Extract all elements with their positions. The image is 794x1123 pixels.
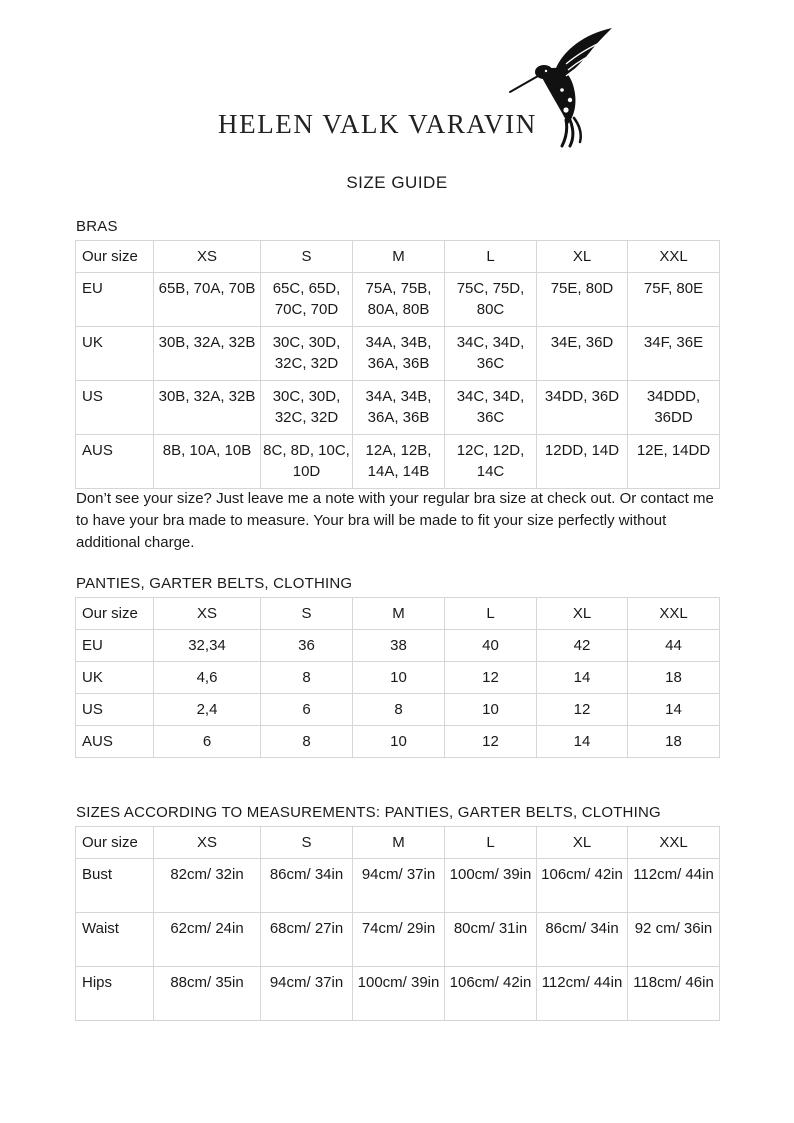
header-cell: XL [537, 241, 628, 273]
table-cell: 106cm/ 42in [537, 859, 628, 913]
header-cell: XXL [628, 827, 720, 859]
table-cell: 12 [537, 694, 628, 726]
table-cell: 36 [261, 630, 353, 662]
table-cell: 34E, 36D [537, 327, 628, 381]
table-cell: 118cm/ 46in [628, 967, 720, 1021]
table-cell: 2,4 [154, 694, 261, 726]
table-cell: 75F, 80E [628, 273, 720, 327]
table-cell: 18 [628, 726, 720, 758]
header-cell: S [261, 827, 353, 859]
table-cell: 10 [353, 662, 445, 694]
table-cell: 65C, 65D, 70C, 70D [261, 273, 353, 327]
table-cell: 30C, 30D, 32C, 32D [261, 327, 353, 381]
header-cell: Our size [76, 598, 154, 630]
table-cell: 80cm/ 31in [445, 913, 537, 967]
table-row [76, 913, 720, 967]
table-cell: 68cm/ 27in [261, 913, 353, 967]
row-label: UK [76, 662, 154, 694]
table-cell: 32,34 [154, 630, 261, 662]
header-cell: Our size [76, 827, 154, 859]
row-label: EU [76, 630, 154, 662]
page-title: SIZE GUIDE [346, 173, 448, 192]
panties-table [75, 597, 720, 758]
table-cell: 94cm/ 37in [261, 967, 353, 1021]
table-cell: 14 [628, 694, 720, 726]
table-cell: 92 cm/ 36in [628, 913, 720, 967]
table-cell: 40 [445, 630, 537, 662]
table-cell: 12A, 12B, 14A, 14B [353, 435, 445, 489]
table-row [76, 598, 720, 630]
header-cell: XL [537, 827, 628, 859]
table-cell: 100cm/ 39in [353, 967, 445, 1021]
table-cell: 100cm/ 39in [445, 859, 537, 913]
table-cell: 14 [537, 726, 628, 758]
table-cell: 6 [154, 726, 261, 758]
table-cell: 12DD, 14D [537, 435, 628, 489]
table-cell: 34C, 34D, 36C [445, 381, 537, 435]
measurements-table [75, 826, 720, 1021]
table-row [76, 327, 720, 381]
table-row [76, 967, 720, 1021]
table-cell: 86cm/ 34in [537, 913, 628, 967]
table-cell: 106cm/ 42in [445, 967, 537, 1021]
table-cell: 4,6 [154, 662, 261, 694]
table-cell: 38 [353, 630, 445, 662]
table-row [76, 435, 720, 489]
table-row [76, 827, 720, 859]
table-cell: 8B, 10A, 10B [154, 435, 261, 489]
table-row [76, 241, 720, 273]
table-cell: 34F, 36E [628, 327, 720, 381]
table-cell: 30B, 32A, 32B [154, 327, 261, 381]
table-row [76, 273, 720, 327]
table-cell: 42 [537, 630, 628, 662]
row-label: EU [76, 273, 154, 327]
table-cell: 75E, 80D [537, 273, 628, 327]
row-label: Bust [76, 859, 154, 913]
header-cell: XXL [628, 241, 720, 273]
header-cell: S [261, 598, 353, 630]
table-cell: 62cm/ 24in [154, 913, 261, 967]
panties-heading: PANTIES, GARTER BELTS, CLOTHING [76, 575, 353, 592]
header-cell: S [261, 241, 353, 273]
table-cell: 82cm/ 32in [154, 859, 261, 913]
row-label: US [76, 694, 154, 726]
table-cell: 12 [445, 726, 537, 758]
table-cell: 8 [353, 694, 445, 726]
table-cell: 65B, 70A, 70B [154, 273, 261, 327]
table-cell: 14 [537, 662, 628, 694]
table-cell: 75A, 75B, 80A, 80B [353, 273, 445, 327]
header-cell: L [445, 827, 537, 859]
brand-name: HELEN VALK VARAVIN [218, 109, 537, 139]
row-label: Waist [76, 913, 154, 967]
table-cell: 18 [628, 662, 720, 694]
table-cell: 8 [261, 662, 353, 694]
bra-size-note: Don’t see your size? Just leave me a note with your regular bra size at check out. Or contact me to have your bra made to measure. Your bra will be made to fit your size perfectly without additional charge. [76, 490, 714, 551]
measurements-heading: SIZES ACCORDING TO MEASUREMENTS: PANTIES, GARTER BELTS, CLOTHING [76, 804, 661, 821]
header-cell: L [445, 598, 537, 630]
header-cell: M [353, 598, 445, 630]
table-row [76, 726, 720, 758]
table-cell: 12 [445, 662, 537, 694]
table-cell: 8 [261, 726, 353, 758]
table-cell: 34DD, 36D [537, 381, 628, 435]
table-cell: 30B, 32A, 32B [154, 381, 261, 435]
table-cell: 94cm/ 37in [353, 859, 445, 913]
table-row [76, 694, 720, 726]
row-label: US [76, 381, 154, 435]
table-cell: 44 [628, 630, 720, 662]
table-cell: 34A, 34B, 36A, 36B [353, 381, 445, 435]
table-cell: 6 [261, 694, 353, 726]
table-cell: 34A, 34B, 36A, 36B [353, 327, 445, 381]
table-cell: 112cm/ 44in [537, 967, 628, 1021]
header-cell: XL [537, 598, 628, 630]
table-row [76, 630, 720, 662]
table-cell: 74cm/ 29in [353, 913, 445, 967]
table-cell: 10 [353, 726, 445, 758]
table-row [76, 859, 720, 913]
table-cell: 34C, 34D, 36C [445, 327, 537, 381]
row-label: UK [76, 327, 154, 381]
table-cell: 30C, 30D, 32C, 32D [261, 381, 353, 435]
brand-header [0, 0, 794, 160]
header-cell: L [445, 241, 537, 273]
header-cell: M [353, 827, 445, 859]
table-row [76, 381, 720, 435]
bras-table [75, 240, 720, 489]
header-cell: XS [154, 827, 261, 859]
row-label: Hips [76, 967, 154, 1021]
header-cell: XS [154, 241, 261, 273]
table-cell: 8C, 8D, 10C, 10D [261, 435, 353, 489]
header-cell: XS [154, 598, 261, 630]
table-cell: 86cm/ 34in [261, 859, 353, 913]
row-label: AUS [76, 726, 154, 758]
header-cell: XXL [628, 598, 720, 630]
table-cell: 10 [445, 694, 537, 726]
table-cell: 112cm/ 44in [628, 859, 720, 913]
header-cell: M [353, 241, 445, 273]
table-cell: 34DDD, 36DD [628, 381, 720, 435]
header-cell: Our size [76, 241, 154, 273]
table-cell: 88cm/ 35in [154, 967, 261, 1021]
row-label: AUS [76, 435, 154, 489]
table-row [76, 662, 720, 694]
bras-heading: BRAS [76, 218, 118, 235]
table-cell: 12C, 12D, 14C [445, 435, 537, 489]
table-cell: 75C, 75D, 80C [445, 273, 537, 327]
table-cell: 12E, 14DD [628, 435, 720, 489]
